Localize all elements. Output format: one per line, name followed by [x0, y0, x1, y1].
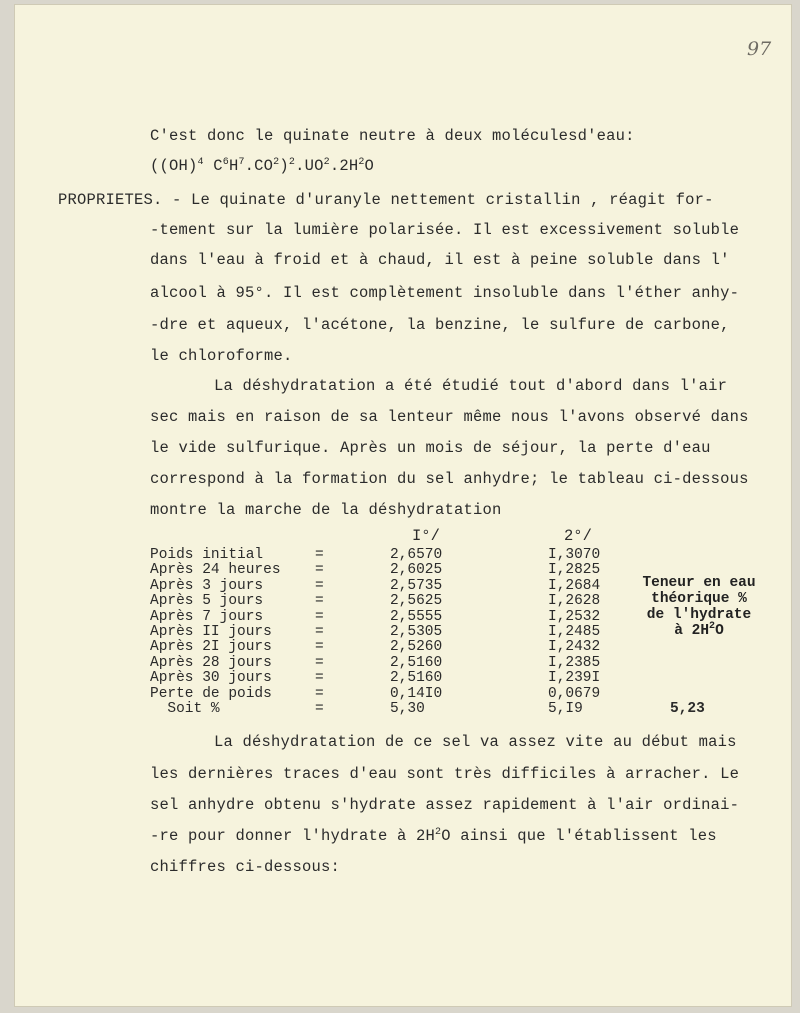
row-label: Perte de poids [150, 685, 272, 702]
paragraph-line: correspond à la formation du sel anhydre; le tableau ci-dessous [150, 470, 749, 488]
paragraph-line: sel anhydre obtenu s'hydrate assez rapidement à l'air ordinai- [150, 796, 740, 814]
value-series-1: 2,5625 [390, 593, 443, 610]
paragraph-part: -re pour donner l'hydrate à 2H [150, 827, 436, 845]
value-series-1: 2,5305 [390, 624, 443, 640]
value-series-2: 5,I9 [548, 701, 583, 717]
row-sign: = [315, 624, 324, 640]
paragraph-line: -dre et aqueux, l'acétone, la benzine, le sulfure de carbone, [150, 316, 730, 334]
table-row [150, 686, 770, 702]
chemical-formula [150, 156, 374, 176]
value-series-2: I,3070 [548, 547, 601, 563]
row-sign: = [315, 639, 324, 656]
page-number: 97 [747, 38, 772, 60]
formula-superscript: 2 [358, 156, 365, 168]
formula-part: ((OH) [150, 157, 198, 175]
value-series-2: I,2532 [548, 608, 601, 625]
note-line: Teneur en eau [642, 575, 756, 591]
paragraph-part: O ainsi que l'établissent les [441, 827, 717, 845]
row-sign: = [315, 685, 324, 702]
value-series-2: 0,0679 [548, 685, 601, 702]
formula-superscript: 7 [238, 156, 245, 168]
row-sign: = [315, 547, 324, 563]
row-sign: = [315, 577, 324, 594]
value-theoretical: 5,23 [670, 701, 705, 717]
row-label: Après 3 jours [150, 577, 264, 594]
formula-part: ) [279, 157, 289, 175]
note-line: théorique % [651, 591, 747, 607]
note-superscript: 2 [709, 621, 716, 633]
formula-part: O [364, 157, 375, 175]
value-series-1: 2,5160 [390, 654, 443, 671]
row-sign: = [315, 654, 324, 671]
row-sign: = [315, 562, 324, 579]
paragraph-line [150, 826, 717, 846]
row-sign: = [315, 701, 324, 717]
paragraph-line: La déshydratation de ce sel va assez vite au début mais [214, 733, 737, 751]
value-series-2: I,2628 [548, 593, 601, 610]
paragraph-superscript: 2 [435, 826, 442, 838]
document-page [14, 4, 792, 1007]
note-part: à 2H [674, 623, 710, 639]
paragraph-line: sec mais en raison de sa lenteur même nous l'avons observé dans [150, 408, 749, 426]
formula-part: H [228, 157, 239, 175]
row-label: Après 28 jours [150, 654, 272, 671]
note-line [639, 623, 759, 639]
value-series-2: I,2385 [548, 654, 601, 671]
column-header-1: I°/ [412, 527, 440, 545]
table-row [150, 639, 770, 655]
value-series-1: 0,14I0 [390, 685, 443, 702]
paragraph-line: dans l'eau à froid et à chaud, il est à peine soluble dans l' [150, 251, 730, 269]
row-sign: = [315, 670, 324, 687]
paragraph-line: PROPRIETES. - Le quinate d'uranyle nettement cristallin , réagit for- [58, 191, 714, 209]
column-header-2: 2°/ [564, 527, 592, 545]
value-series-1: 2,5160 [390, 670, 443, 687]
paragraph-line: alcool à 95°. Il est complètement insoluble dans l'éther anhy- [150, 284, 740, 302]
row-sign: = [315, 593, 324, 610]
row-label: Après 5 jours [150, 593, 264, 610]
value-series-2: I,2485 [548, 624, 601, 640]
formula-part: .CO [244, 157, 274, 175]
value-series-2: I,2825 [548, 562, 601, 579]
row-label: Après 7 jours [150, 608, 264, 625]
row-label: Après 24 heures [150, 562, 281, 579]
row-label: Poids initial [150, 547, 264, 563]
paragraph-line: La déshydratation a été étudié tout d'abord dans l'air [214, 377, 728, 395]
row-label: Après 30 jours [150, 670, 272, 687]
intro-line: C'est donc le quinate neutre à deux moléculesd'eau: [150, 127, 635, 145]
formula-superscript: 2 [273, 156, 280, 168]
value-series-1: 2,6570 [390, 547, 443, 563]
theoretical-water-note [639, 575, 759, 639]
paragraph-line: les dernières traces d'eau sont très difficiles à arracher. Le [150, 765, 740, 783]
paragraph-line: le chloroforme. [150, 347, 293, 365]
table-row [150, 670, 770, 686]
formula-part: C [203, 157, 223, 175]
value-series-1: 2,5735 [390, 577, 443, 594]
value-series-2: I,2684 [548, 577, 601, 594]
formula-superscript: 2 [323, 156, 330, 168]
note-part: O [715, 623, 724, 639]
table-row [150, 701, 770, 717]
note-line: de l'hydrate [646, 607, 752, 623]
row-label: Soit % [150, 701, 220, 717]
table-row [150, 547, 770, 563]
row-label: Après II jours [150, 624, 272, 640]
value-series-2: I,239I [548, 670, 601, 687]
formula-part: .UO [295, 157, 324, 175]
table-row [150, 655, 770, 671]
paragraph-line: le vide sulfurique. Après un mois de séjour, la perte d'eau [150, 439, 711, 457]
value-series-1: 2,6025 [390, 562, 443, 579]
value-series-2: I,2432 [548, 639, 601, 656]
formula-superscript: 2 [288, 156, 296, 168]
paragraph-line: chiffres ci-dessous: [150, 858, 341, 876]
value-series-1: 2,5260 [390, 639, 443, 656]
value-series-1: 2,5555 [390, 608, 443, 625]
paragraph-line: montre la marche de la déshydratation [150, 501, 502, 519]
row-label: Après 2I jours [150, 639, 272, 656]
value-series-1: 5,30 [390, 701, 425, 717]
formula-superscript: 6 [222, 156, 229, 168]
paragraph-line: -tement sur la lumière polarisée. Il est excessivement soluble [150, 221, 740, 239]
formula-part: .2H [329, 157, 359, 175]
formula-superscript: 4 [197, 156, 204, 168]
row-sign: = [315, 608, 324, 625]
